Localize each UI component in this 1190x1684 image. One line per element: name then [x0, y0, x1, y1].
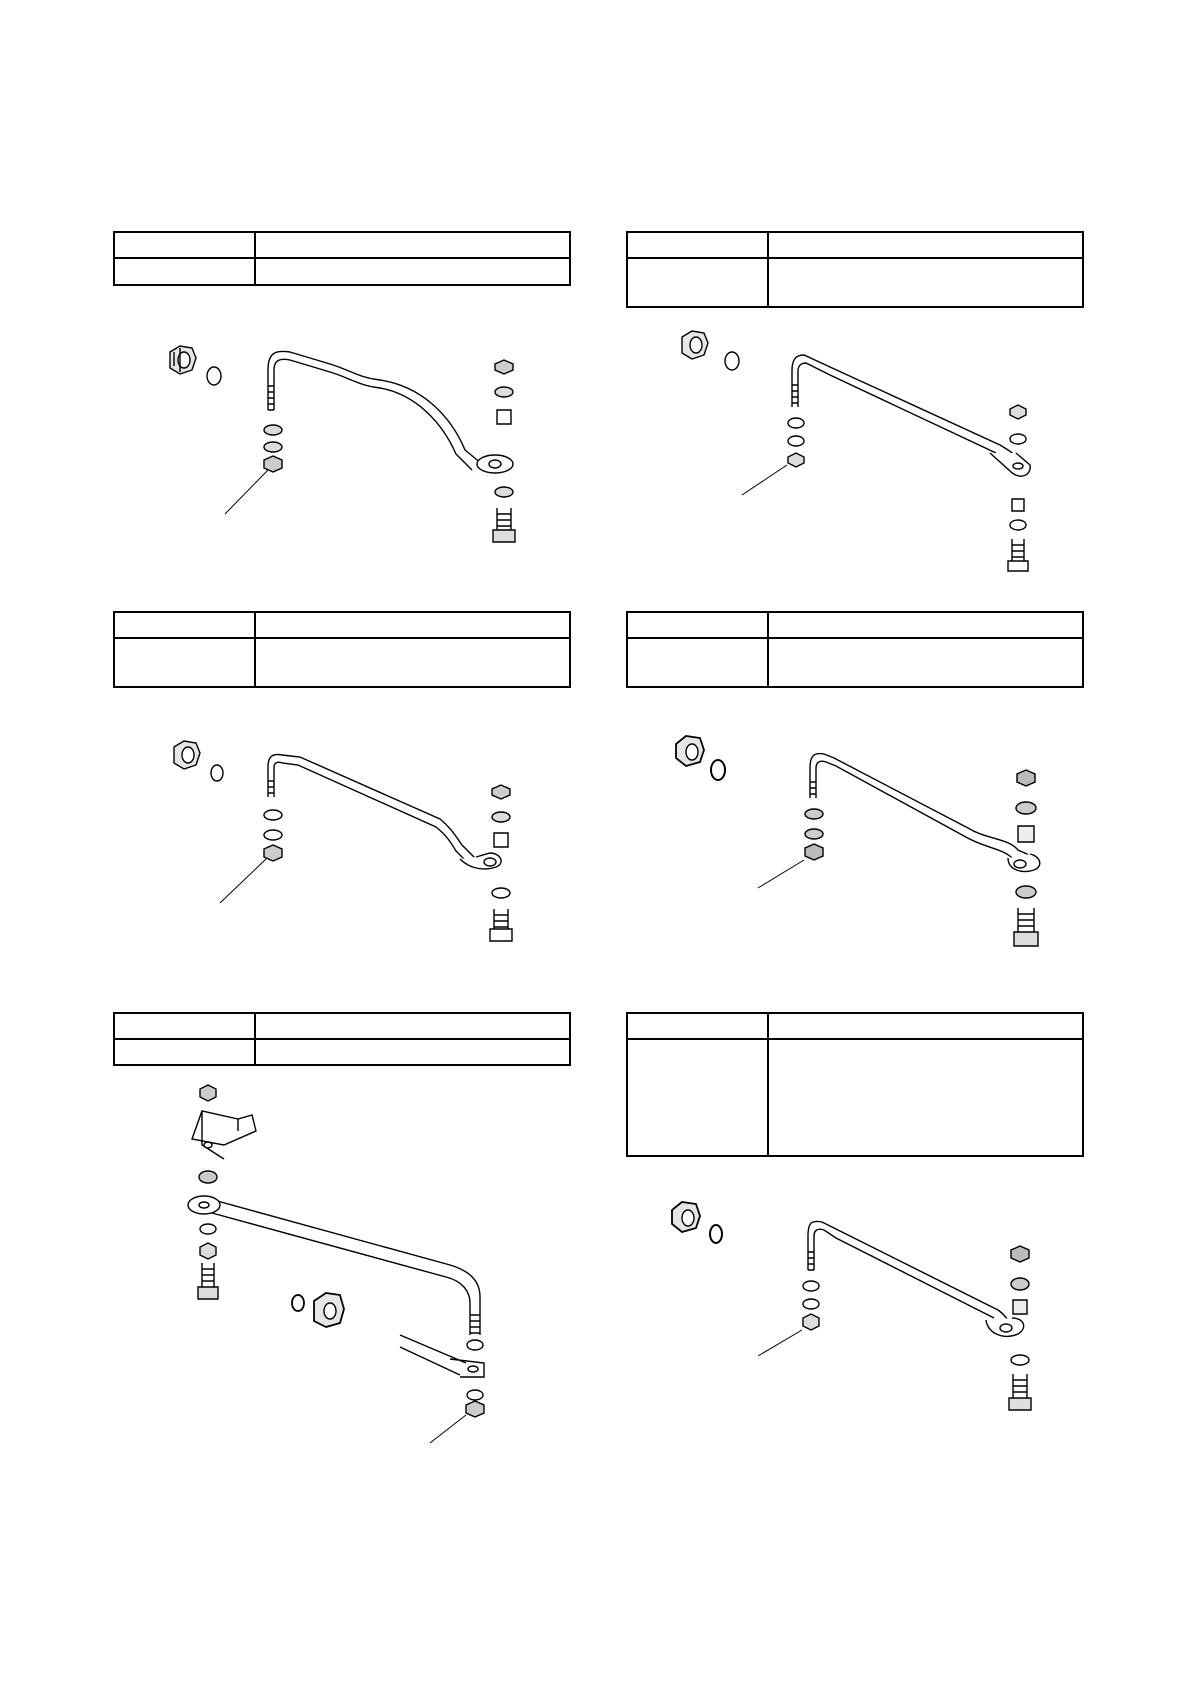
lock-nut-icon	[682, 331, 708, 359]
leader-line	[225, 470, 268, 514]
o-ring-icon	[725, 352, 739, 370]
o-ring-icon	[711, 760, 725, 780]
lock-nut-icon	[676, 736, 704, 766]
washer-icon	[803, 1281, 819, 1291]
bolt-icon	[490, 909, 512, 941]
washer-icon	[495, 387, 513, 397]
table-cell-part-no	[115, 1040, 256, 1066]
leader-line	[758, 1330, 802, 1356]
table-cell-description	[769, 259, 1082, 308]
kit-6-tie-bar-drawing	[668, 1200, 1068, 1440]
washer-icon	[1016, 886, 1036, 898]
o-ring-icon	[207, 367, 221, 385]
table-cell-description	[256, 639, 569, 688]
nut-icon	[495, 360, 513, 374]
washer-icon	[264, 810, 282, 820]
nut-icon	[1011, 1246, 1029, 1262]
table-header-row	[628, 1014, 1082, 1040]
kit-2-spec-table	[626, 231, 1084, 308]
table-row	[628, 1040, 1082, 1157]
table-header-part-no	[628, 1014, 769, 1038]
washer-icon	[788, 436, 804, 446]
table-cell-description	[769, 639, 1082, 688]
nut-icon	[492, 785, 510, 799]
table-cell-part-no	[628, 639, 769, 688]
table-row	[628, 259, 1082, 308]
lock-nut-icon	[174, 741, 200, 769]
tie-bar	[210, 1199, 480, 1335]
kit-2-tie-bar-drawing	[670, 325, 1070, 585]
washer-icon	[492, 812, 510, 822]
lock-nut-icon	[170, 346, 196, 374]
nut-icon	[466, 1401, 484, 1417]
washer-icon	[264, 442, 282, 452]
washer-icon	[1011, 1278, 1029, 1290]
nut-icon	[788, 453, 804, 467]
nut-icon	[200, 1085, 216, 1101]
table-header-row	[115, 613, 569, 639]
leader-line	[220, 859, 266, 903]
table-row	[628, 639, 1082, 688]
bolt-icon	[493, 508, 515, 542]
spacer-icon	[1012, 499, 1024, 511]
washer-icon	[1010, 434, 1026, 444]
table-header-description	[769, 1014, 1082, 1038]
leader-line	[430, 1415, 466, 1443]
washer-icon	[1016, 802, 1036, 814]
kit-4-tie-bar-drawing	[668, 728, 1068, 968]
washer-icon	[803, 1299, 819, 1309]
spacer-icon	[1018, 826, 1034, 842]
washer-icon	[495, 487, 513, 497]
table-header-part-no	[115, 233, 256, 257]
washer-icon	[264, 830, 282, 840]
tie-bar	[268, 351, 482, 470]
spacer-icon	[1013, 1300, 1027, 1314]
bolt-icon	[198, 1263, 218, 1299]
bolt-icon	[1009, 1374, 1031, 1410]
o-ring-icon	[292, 1295, 304, 1311]
table-header-description	[256, 613, 569, 637]
table-cell-description	[769, 1040, 1082, 1157]
table-header-row	[115, 233, 569, 259]
lock-nut-icon	[314, 1293, 344, 1327]
steering-arm-icon	[400, 1335, 484, 1377]
washer-icon	[805, 809, 823, 819]
table-header-row	[628, 613, 1082, 639]
washer-icon	[264, 425, 282, 435]
nut-icon	[1010, 405, 1026, 419]
washer-icon	[1010, 520, 1026, 530]
bolt-icon	[1008, 539, 1028, 571]
kit-4-spec-table	[626, 611, 1084, 688]
table-cell-part-no	[628, 259, 769, 308]
o-ring-icon	[211, 765, 223, 781]
table-header-part-no	[115, 1014, 256, 1038]
table-header-row	[628, 233, 1082, 259]
table-header-part-no	[628, 233, 769, 257]
table-row	[115, 639, 569, 688]
table-header-description	[256, 1014, 569, 1038]
washer-icon	[788, 418, 804, 428]
kit-1-tie-bar-drawing	[150, 330, 550, 560]
spacer-icon	[497, 410, 511, 424]
nut-icon	[264, 845, 282, 861]
table-cell-description	[256, 1040, 569, 1066]
table-row	[115, 259, 569, 286]
washer-icon	[805, 829, 823, 839]
leader-line	[758, 860, 804, 888]
washer-icon	[200, 1224, 216, 1234]
table-cell-part-no	[115, 259, 256, 286]
lock-nut-icon	[672, 1202, 700, 1232]
tie-bar	[268, 755, 480, 868]
washer-icon	[199, 1171, 217, 1183]
table-header-description	[769, 233, 1082, 257]
table-header-part-no	[115, 613, 256, 637]
kit-5-tie-bar-drawing	[180, 1085, 510, 1445]
leader-line	[742, 465, 787, 495]
tie-bar	[810, 754, 1036, 866]
kit-3-spec-table	[113, 611, 571, 688]
tie-bar	[792, 355, 1020, 461]
nut-icon	[803, 1314, 819, 1330]
mounting-bracket-icon	[192, 1111, 256, 1159]
table-cell-part-no	[628, 1040, 769, 1157]
washer-icon	[467, 1390, 483, 1400]
kit-5-spec-table	[113, 1012, 571, 1066]
nut-icon	[1017, 770, 1035, 786]
kit-3-tie-bar-drawing	[150, 735, 550, 955]
spacer-icon	[494, 833, 508, 847]
table-row	[115, 1040, 569, 1066]
washer-icon	[467, 1340, 483, 1350]
o-ring-icon	[710, 1225, 722, 1243]
tie-bar	[808, 1221, 1012, 1326]
nut-icon	[264, 456, 282, 472]
table-cell-description	[256, 259, 569, 286]
washer-icon	[1011, 1355, 1029, 1365]
table-header-description	[769, 613, 1082, 637]
table-header-row	[115, 1014, 569, 1040]
bolt-icon	[1014, 908, 1038, 946]
table-cell-part-no	[115, 639, 256, 688]
nut-icon	[805, 844, 823, 860]
kit-1-spec-table	[113, 231, 571, 286]
table-header-description	[256, 233, 569, 257]
table-header-part-no	[628, 613, 769, 637]
nut-icon	[200, 1243, 216, 1259]
kit-6-spec-table	[626, 1012, 1084, 1157]
washer-icon	[492, 888, 510, 898]
